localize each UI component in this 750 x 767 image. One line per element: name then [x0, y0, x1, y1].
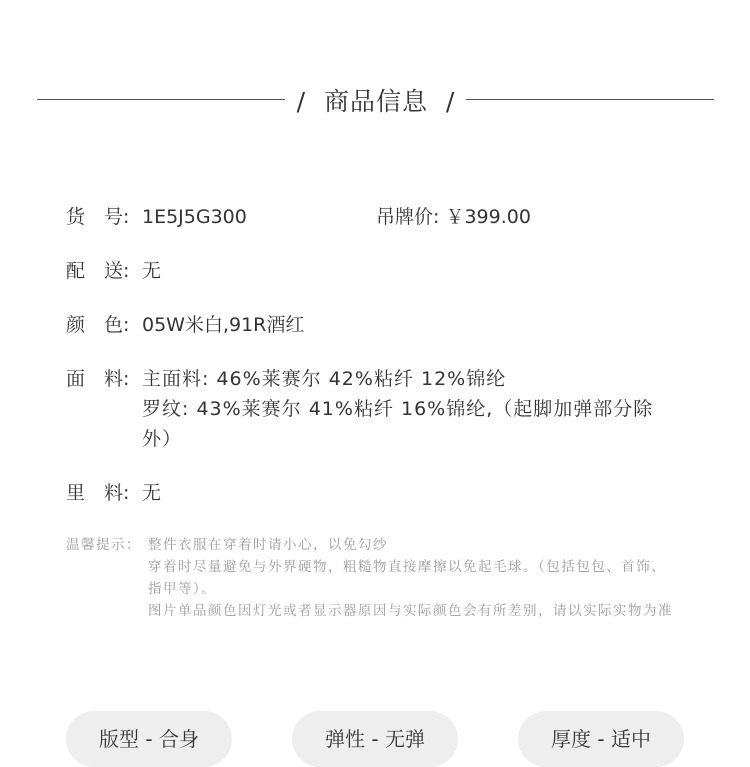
- price-label: 吊牌价:: [376, 206, 440, 228]
- title-slash-left: /: [296, 87, 307, 116]
- fabric-label: 面 料:: [66, 368, 130, 390]
- product-info: [66, 202, 686, 532]
- tip-item: 穿着时尽量避免与外界硬物，粗糙物直接摩擦以免起毛球。（包括包包、首饰、指甲等）。: [148, 559, 667, 597]
- color-value: 05W米白,91R酒红: [142, 314, 305, 336]
- delivery-value: 无: [142, 260, 162, 282]
- fit-tag: 版型 - 合身: [66, 711, 232, 767]
- lining-row: [66, 478, 686, 508]
- price-value: ￥399.00: [445, 206, 531, 228]
- section-title: [296, 82, 456, 118]
- fabric-row: [66, 364, 686, 454]
- elasticity-tag: 弹性 - 无弹: [292, 711, 458, 767]
- tip-item: 图片单品颜色因灯光或者显示器原因与实际颜色会有所差别，请以实际实物为准: [148, 603, 673, 619]
- lining-label: 里 料:: [66, 482, 130, 504]
- sku-row: [66, 202, 686, 232]
- lining-value: 无: [142, 482, 162, 504]
- delivery-row: [66, 256, 686, 286]
- title-slash-right: /: [445, 87, 456, 116]
- attribute-tags: [0, 711, 750, 767]
- fabric-main: 主面料: 46%莱赛尔 42%粘纤 12%锦纶: [142, 368, 507, 390]
- section-header: [0, 80, 750, 120]
- header-divider-right: [466, 99, 714, 100]
- delivery-label: 配 送:: [66, 260, 130, 282]
- header-divider-left: [37, 99, 285, 100]
- fabric-value: [142, 364, 677, 454]
- sku-value: 1E5J5G300: [142, 206, 247, 228]
- sku-label: 货 号:: [66, 206, 130, 228]
- fabric-rib: 罗纹: 43%莱赛尔 41%粘纤 16%锦纶,（起脚加弹部分除外）: [142, 398, 654, 450]
- title-text: 商品信息: [323, 87, 428, 116]
- color-row: [66, 310, 686, 340]
- tips-label: 温馨提示：: [66, 537, 141, 553]
- tip-item: 整件衣服在穿着时请小心，以免勾纱: [148, 537, 388, 553]
- care-tips: [66, 534, 676, 622]
- thickness-tag: 厚度 - 适中: [518, 711, 684, 767]
- tips-list: [148, 534, 676, 622]
- price-field: [376, 202, 531, 232]
- color-label: 颜 色:: [66, 314, 130, 336]
